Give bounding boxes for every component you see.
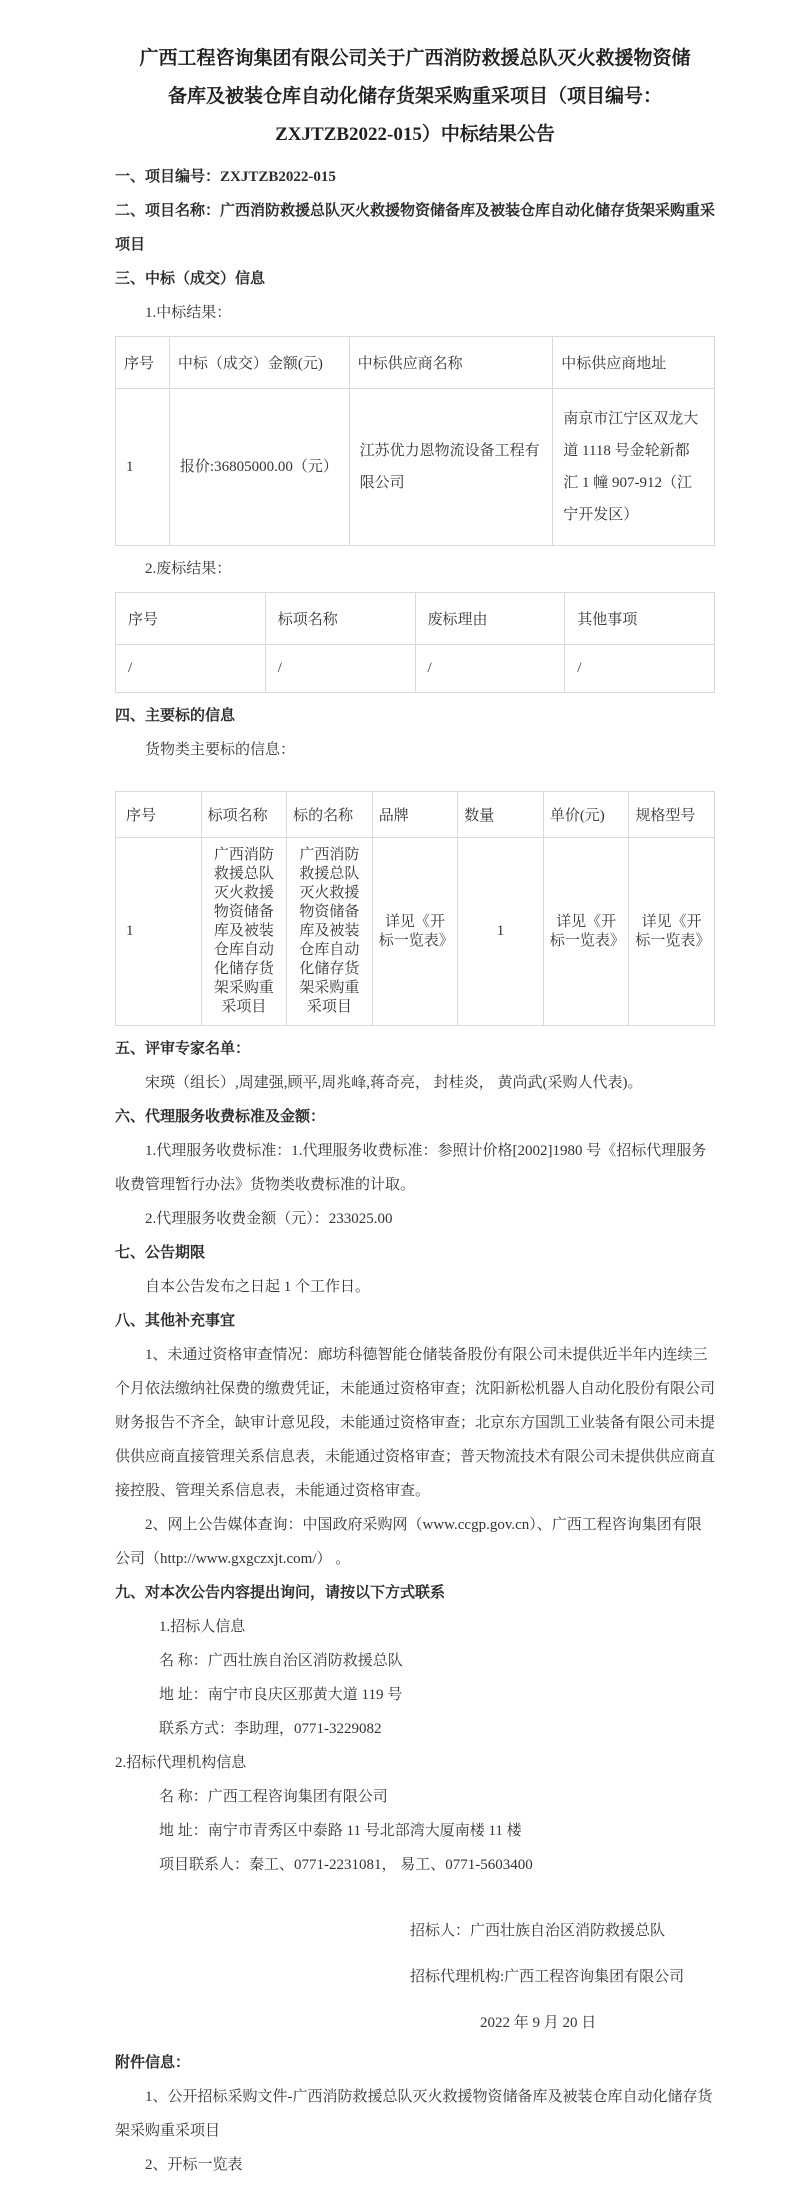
award-cell-seq: 1 <box>116 389 170 546</box>
rejected-header-other: 其他事项 <box>565 593 715 645</box>
rejected-cell-seq: / <box>116 645 266 693</box>
agency-fee-amount: 2.代理服务收费金额（元）：233025.00 <box>145 1211 393 1227</box>
attachment-item-1: 1、公开招标采购文件-广西消防救援总队灭火救援物资储备库及被装仓库自动化储存货架采购重采项目 <box>115 2089 713 2139</box>
items-cell-lot-name: 广西消防救援总队灭火救援物资储备库及被装仓库自动化储存货架采购重采项目 <box>201 838 287 1026</box>
section-8-heading: 八、其他补充事宜 <box>115 1313 236 1329</box>
rejected-result-label: 2.废标结果： <box>145 561 232 577</box>
agency-name: 名 称：广西工程咨询集团有限公司 <box>159 1789 388 1805</box>
award-header-address: 中标供应商地址 <box>553 337 715 389</box>
section-5-heading: 五、评审专家名单： <box>115 1041 251 1057</box>
award-header-amount: 中标（成交）金额(元) <box>169 337 349 389</box>
table-row <box>116 838 715 1026</box>
award-cell-amount: 报价:36805000.00（元） <box>169 389 349 546</box>
items-cell-unit-price: 详见《开标一览表》 <box>543 838 629 1026</box>
items-header-seq: 序号 <box>116 792 202 838</box>
items-header-quantity: 数量 <box>458 792 544 838</box>
qualification-review-note: 1、未通过资格审查情况：廊坊科德智能仓储装备股份有限公司未提供近半年内连续三个月依法缴纳社保费的缴费凭证，未能通过资格审查；沈阳新松机器人自动化股份有限公司财务报告不齐全，缺审计意见段，未能通过资格审查；北京东方国凯工业装备有限公司未提供供应商直接管理关系信息表，未能通过资格审查；普天物流技术有限公司未提供供应商直接控股、管理关系信息表，未能通过资格审查。 <box>115 1347 716 1499</box>
rejected-bids-table <box>115 592 715 693</box>
announcement-period: 自本公告发布之日起 1 个工作日。 <box>145 1279 371 1295</box>
rejected-cell-reason: / <box>415 645 565 693</box>
page-title <box>115 40 715 154</box>
signature-agency: 招标代理机构:广西工程咨询集团有限公司 <box>410 1969 685 1985</box>
table-row <box>116 645 715 693</box>
section-6-heading: 六、代理服务收费标准及金额： <box>115 1109 326 1125</box>
signature-date: 2022 年 9 月 20 日 <box>480 2015 597 2031</box>
items-cell-seq: 1 <box>116 838 202 1026</box>
table-header-row <box>116 792 715 838</box>
section-9-heading: 九、对本次公告内容提出询问，请按以下方式联系 <box>115 1585 446 1601</box>
bidder-address: 地 址：南宁市良庆区那黄大道 119 号 <box>159 1687 403 1703</box>
items-header-subject-name: 标的名称 <box>287 792 373 838</box>
items-header-lot-name: 标项名称 <box>201 792 287 838</box>
rejected-header-seq: 序号 <box>116 593 266 645</box>
main-items-table <box>115 791 715 1026</box>
agency-fee-standard: 1.代理服务收费标准：1.代理服务收费标准：参照计价格[2002]1980 号《招标代理服务收费管理暂行办法》货物类收费标准的计取。 <box>115 1143 707 1193</box>
award-header-supplier: 中标供应商名称 <box>349 337 553 389</box>
items-cell-subject-name: 广西消防救援总队灭火救援物资储备库及被装仓库自动化储存货架采购重采项目 <box>287 838 373 1026</box>
agency-address: 地 址：南宁市青秀区中泰路 11 号北部湾大厦南楼 11 楼 <box>159 1823 522 1839</box>
rejected-header-item: 标项名称 <box>265 593 415 645</box>
expert-list: 宋瑛（组长）,周建强,顾平,周兆峰,蒋奇亮， 封桂炎， 黄尚武(采购人代表)。 <box>145 1075 643 1091</box>
table-row <box>116 389 715 546</box>
award-result-table <box>115 336 715 546</box>
goods-info-label: 货物类主要标的信息： <box>145 742 296 758</box>
table-header-row <box>116 593 715 645</box>
award-cell-supplier: 江苏优力恩物流设备工程有限公司 <box>349 389 553 546</box>
page-title-line-3: ZXJTZB2022-015）中标结果公告 <box>275 124 555 145</box>
section-4-heading: 四、主要标的信息 <box>115 708 236 724</box>
rejected-cell-other: / <box>565 645 715 693</box>
items-header-unit-price: 单价(元) <box>543 792 629 838</box>
media-inquiry-note: 2、网上公告媒体查询：中国政府采购网（www.ccgp.gov.cn）、广西工程咨询集团有限公司（http://www.gxgczxjt.com/） 。 <box>115 1517 702 1567</box>
page-title-line-2: 备库及被装仓库自动化储存货架采购重采项目（项目编号： <box>167 86 662 107</box>
award-cell-address: 南京市江宁区双龙大道 1118 号金轮新都汇 1 幢 907-912（江宁开发区） <box>553 389 715 546</box>
section-3-heading: 三、中标（成交）信息 <box>115 271 266 287</box>
award-header-seq: 序号 <box>116 337 170 389</box>
section-7-heading: 七、公告期限 <box>115 1245 206 1261</box>
section-1-project-number: 一、项目编号：ZXJTZB2022-015 <box>115 169 336 185</box>
rejected-header-reason: 废标理由 <box>415 593 565 645</box>
table-header-row <box>116 337 715 389</box>
items-header-spec-model: 规格型号 <box>629 792 715 838</box>
rejected-cell-item: / <box>265 645 415 693</box>
bidder-contact: 联系方式：李助理，0771-3229082 <box>159 1721 382 1737</box>
page-title-line-1: 广西工程咨询集团有限公司关于广西消防救援总队灭火救援物资储 <box>139 48 691 69</box>
bidder-name: 名 称：广西壮族自治区消防救援总队 <box>159 1653 403 1669</box>
award-result-label: 1.中标结果： <box>145 305 232 321</box>
items-cell-brand: 详见《开标一览表》 <box>372 838 458 1026</box>
signature-block <box>115 1908 715 2046</box>
items-header-brand: 品牌 <box>372 792 458 838</box>
attachment-item-2: 2、开标一览表 <box>145 2157 243 2173</box>
agency-contact: 项目联系人：秦工、0771-2231081， 易工、0771-5603400 <box>159 1857 533 1873</box>
signature-bidder: 招标人：广西壮族自治区消防救援总队 <box>410 1923 666 1939</box>
section-2-project-name: 二、项目名称：广西消防救援总队灭火救援物资储备库及被装仓库自动化储存货架采购重采项目 <box>115 203 716 253</box>
items-cell-quantity: 1 <box>458 838 544 1026</box>
bidder-info-title: 1.招标人信息 <box>159 1619 246 1635</box>
attachments-heading: 附件信息： <box>115 2055 191 2071</box>
items-cell-spec-model: 详见《开标一览表》 <box>629 838 715 1026</box>
agency-info-title: 2.招标代理机构信息 <box>115 1755 247 1771</box>
